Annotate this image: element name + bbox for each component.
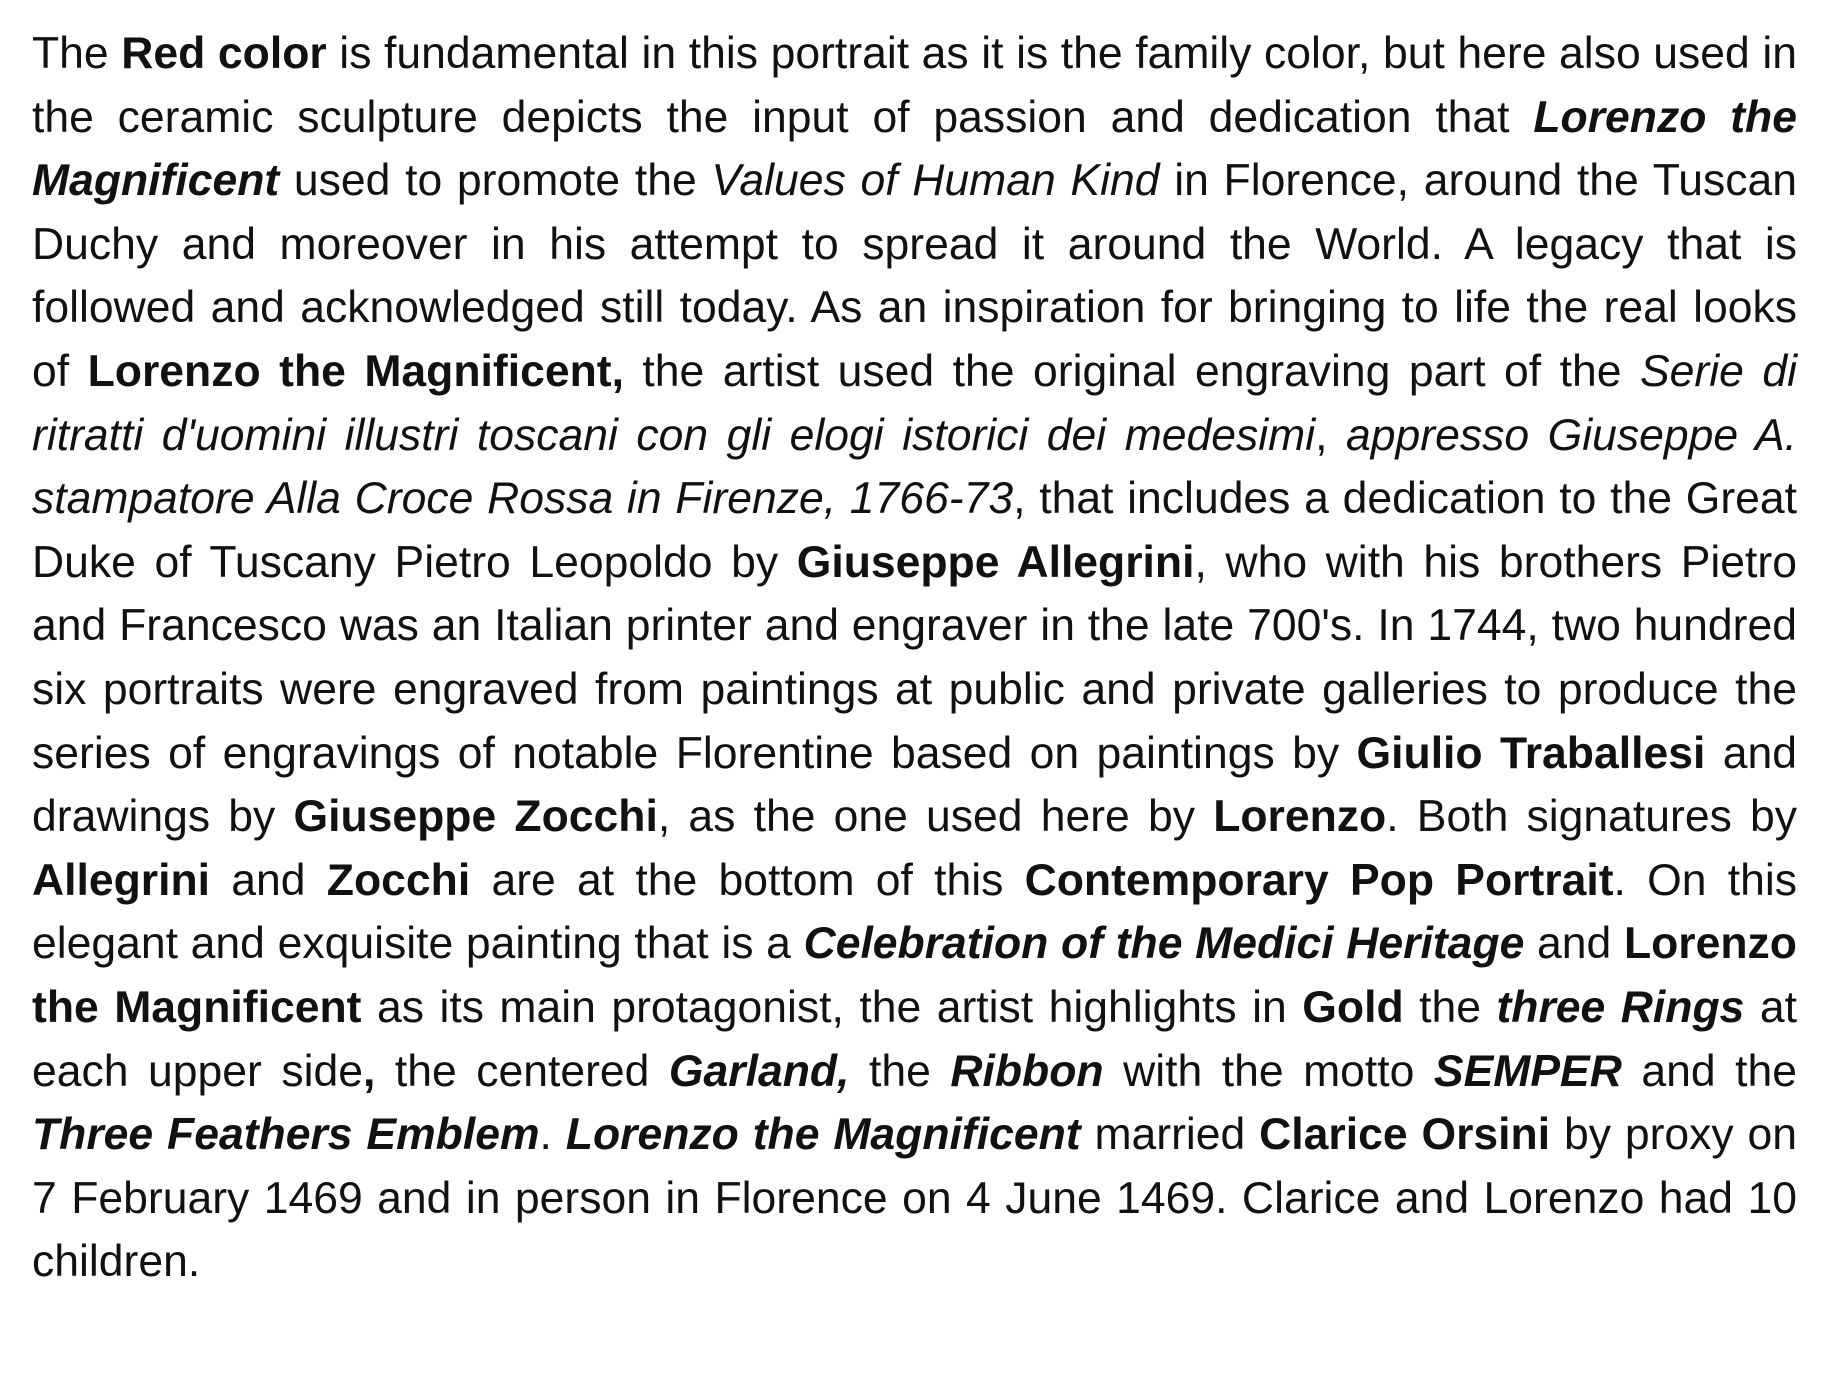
text-run: and [1524, 919, 1624, 969]
text-run: , as the one used here by [657, 792, 1214, 842]
emphasis-bold-italic: Garland, [668, 1046, 850, 1096]
emphasis-italic: Values of Human Kind [711, 156, 1160, 206]
emphasis-bold: Lorenzo the Magnificent, [87, 346, 624, 396]
emphasis-bold: Giulio Traballesi [1356, 728, 1706, 778]
emphasis-bold: Lorenzo [1213, 792, 1387, 842]
text-run: used to promote the [279, 156, 712, 206]
text-run: by proxy on 7 February 1469 and in person in Florence on 4 June 1469. Clarice and Lorenzo had 10 children. [32, 1110, 1798, 1287]
text-run: the artist used the original engraving part of the [623, 346, 1640, 396]
emphasis-italic: appresso Giuseppe A. stampatore Alla Croce Rossa in Firenze, 1766-73 [32, 410, 1797, 524]
emphasis-bold: Giuseppe Allegrini [796, 537, 1195, 587]
emphasis-bold-italic: three Rings [1496, 982, 1745, 1032]
text-run: . [539, 1110, 566, 1160]
emphasis-bold: Clarice Orsini [1259, 1110, 1551, 1160]
emphasis-bold-italic: Ribbon [950, 1046, 1104, 1096]
text-run: , [1315, 410, 1347, 460]
text-run: with the motto [1103, 1046, 1434, 1096]
emphasis-bold-italic: SEMPER [1433, 1046, 1622, 1096]
text-run: the centered [375, 1046, 669, 1096]
text-run: . On this elegant and exquisite painting that is a [32, 855, 1797, 969]
text-run: as its main protagonist, the artist highlights in [361, 982, 1303, 1032]
text-run: and the [1621, 1046, 1797, 1096]
text-run: and drawings by [32, 728, 1797, 842]
text-run: in Florence, around the Tuscan Duchy and moreover in his attempt to spread it around the World. A legacy that is followed and acknowledged still today. As an inspiration for bringing to life the real looks of [32, 156, 1797, 396]
emphasis-bold-italic: Three Feathers Emblem [32, 1110, 540, 1160]
emphasis-bold: Giuseppe Zocchi [293, 792, 658, 842]
text-run: . Both signatures by [1386, 792, 1798, 842]
text-run: the [1403, 982, 1497, 1032]
text-run: at each upper side [32, 982, 1797, 1096]
emphasis-bold: Lorenzo the Magnificent [32, 919, 1797, 1032]
text-run: , that includes a dedication to the Great Duke of Tuscany Pietro Leopoldo by [32, 474, 1798, 587]
emphasis-bold-italic: Lorenzo the Magnificent [565, 1110, 1081, 1160]
emphasis-italic: Serie di ritratti d'uomini illustri toscani con gli elogi istorici dei medesimi [32, 346, 1797, 460]
emphasis-bold: Zocchi [326, 855, 471, 905]
text-run: married [1080, 1110, 1260, 1160]
text-run: the [849, 1046, 951, 1096]
text-run: are at the bottom of this [470, 855, 1025, 905]
text-run: , who with his brothers Pietro and Francesco was an Italian printer and engraver in the late 700's. In 1744, two hundred six portraits were engraved from paintings at public and private galleries to produce the series of engravings of notable Florentine based on paintings by [32, 537, 1797, 778]
text-run: The [32, 29, 122, 78]
body-paragraph [32, 22, 1797, 1294]
text-run: and [210, 855, 327, 905]
emphasis-bold-italic: Lorenzo the Magnificent [32, 92, 1797, 206]
emphasis-bold-italic: Celebration of the Medici Heritage [803, 919, 1525, 969]
emphasis-bold: Allegrini [32, 855, 211, 905]
emphasis-bold: Gold [1302, 982, 1404, 1032]
emphasis-bold: Contemporary Pop Portrait [1024, 855, 1614, 905]
emphasis-bold: Red color [121, 29, 327, 78]
text-run: is fundamental in this portrait as it is the family color, but here also used in the ceramic sculpture depicts the input of passion and dedication that [32, 29, 1797, 142]
document-page [32, 22, 1797, 1294]
emphasis-bold: , [362, 1046, 376, 1096]
